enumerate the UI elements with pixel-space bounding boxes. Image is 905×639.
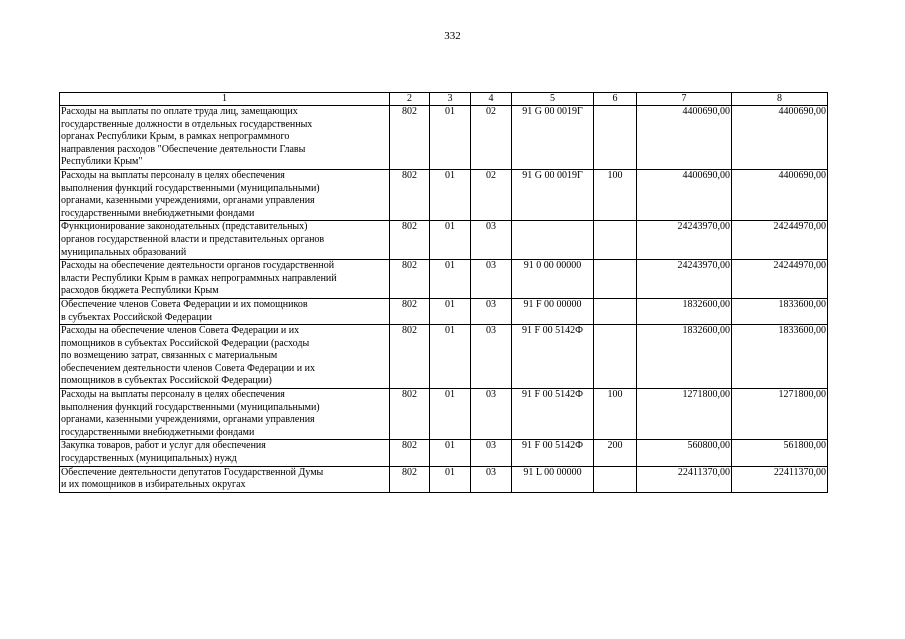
amount-col8: 1833600,00 <box>732 325 828 389</box>
target-article-code: 91 G 00 0019Г <box>512 169 594 220</box>
table-row <box>60 221 828 260</box>
amount-col8: 1833600,00 <box>732 298 828 324</box>
section-code: 01 <box>430 169 471 220</box>
amount-col7: 4400690,00 <box>637 169 732 220</box>
table-row <box>60 106 828 170</box>
target-article-code: 91 L 00 00000 <box>512 466 594 492</box>
amount-col8: 24244970,00 <box>732 221 828 260</box>
amount-col7: 1271800,00 <box>637 389 732 440</box>
amount-col8: 22411370,00 <box>732 466 828 492</box>
ministry-code: 802 <box>390 169 430 220</box>
expense-type-code <box>594 325 637 389</box>
budget-table <box>59 92 828 493</box>
column-header: 5 <box>512 93 594 106</box>
amount-col8: 561800,00 <box>732 440 828 466</box>
target-article-code: 91 F 00 5142Ф <box>512 389 594 440</box>
column-header: 7 <box>637 93 732 106</box>
target-article-code: 91 F 00 5142Ф <box>512 440 594 466</box>
subsection-code: 03 <box>471 325 512 389</box>
expense-type-code <box>594 260 637 299</box>
subsection-code: 03 <box>471 466 512 492</box>
ministry-code: 802 <box>390 106 430 170</box>
amount-col7: 1832600,00 <box>637 325 732 389</box>
column-header: 6 <box>594 93 637 106</box>
table-row <box>60 260 828 299</box>
subsection-code: 03 <box>471 260 512 299</box>
expense-type-code: 100 <box>594 389 637 440</box>
subsection-code: 03 <box>471 389 512 440</box>
column-header: 8 <box>732 93 828 106</box>
section-code: 01 <box>430 440 471 466</box>
ministry-code: 802 <box>390 389 430 440</box>
expense-name: Закупка товаров, работ и услуг для обеспечения государственных (муниципальных) нужд <box>60 440 390 466</box>
header-row <box>60 93 828 106</box>
section-code: 01 <box>430 106 471 170</box>
amount-col7: 24243970,00 <box>637 221 732 260</box>
section-code: 01 <box>430 221 471 260</box>
target-article-code: 91 F 00 00000 <box>512 298 594 324</box>
column-header: 2 <box>390 93 430 106</box>
expense-name: Расходы на обеспечение членов Совета Федерации и их помощников в субъектах Российской Федерации (расходы по возмещению затрат, связанных с материальным обеспечением деятельности членов Совета Федерации и их помощников в субъектах Российской Федерации) <box>60 325 390 389</box>
amount-col7: 1832600,00 <box>637 298 732 324</box>
table-row <box>60 440 828 466</box>
table-row <box>60 298 828 324</box>
subsection-code: 02 <box>471 106 512 170</box>
column-header: 1 <box>60 93 390 106</box>
table-row <box>60 389 828 440</box>
ministry-code: 802 <box>390 260 430 299</box>
expense-type-code <box>594 221 637 260</box>
amount-col8: 24244970,00 <box>732 260 828 299</box>
section-code: 01 <box>430 260 471 299</box>
target-article-code: 91 0 00 00000 <box>512 260 594 299</box>
amount-col8: 4400690,00 <box>732 169 828 220</box>
section-code: 01 <box>430 325 471 389</box>
subsection-code: 03 <box>471 221 512 260</box>
target-article-code: 91 F 00 5142Ф <box>512 325 594 389</box>
expense-name: Расходы на выплаты по оплате труда лиц, замещающих государственные должности в отдельных государственных органах Республики Крым, в рамках непрограммного направления расходов "Обеспечение деятельности Главы Республики Крым" <box>60 106 390 170</box>
expense-name: Расходы на выплаты персоналу в целях обеспечения выполнения функций государственными (муниципальными) органами, казенными учреждениями, органами управления государственными внебюджетными фондами <box>60 169 390 220</box>
table-row <box>60 169 828 220</box>
column-header: 4 <box>471 93 512 106</box>
section-code: 01 <box>430 298 471 324</box>
ministry-code: 802 <box>390 221 430 260</box>
expense-name: Функционирование законодательных (представительных) органов государственной власти и представительных органов муниципальных образований <box>60 221 390 260</box>
section-code: 01 <box>430 466 471 492</box>
table-row <box>60 325 828 389</box>
amount-col7: 560800,00 <box>637 440 732 466</box>
expense-name: Расходы на выплаты персоналу в целях обеспечения выполнения функций государственными (муниципальными) органами, казенными учреждениями, органами управления государственными внебюджетными фондами <box>60 389 390 440</box>
subsection-code: 02 <box>471 169 512 220</box>
page-number: 332 <box>444 30 461 42</box>
expense-type-code <box>594 298 637 324</box>
amount-col7: 24243970,00 <box>637 260 732 299</box>
expense-name: Обеспечение деятельности депутатов Государственной Думы и их помощников в избирательных округах <box>60 466 390 492</box>
expense-name: Обеспечение членов Совета Федерации и их помощников в субъектах Российской Федерации <box>60 298 390 324</box>
expense-type-code: 100 <box>594 169 637 220</box>
ministry-code: 802 <box>390 325 430 389</box>
ministry-code: 802 <box>390 440 430 466</box>
subsection-code: 03 <box>471 298 512 324</box>
amount-col8: 1271800,00 <box>732 389 828 440</box>
expense-type-code <box>594 466 637 492</box>
ministry-code: 802 <box>390 298 430 324</box>
amount-col7: 4400690,00 <box>637 106 732 170</box>
expense-name: Расходы на обеспечение деятельности органов государственной власти Республики Крым в рамках непрограммных направлений расходов бюджета Республики Крым <box>60 260 390 299</box>
ministry-code: 802 <box>390 466 430 492</box>
section-code: 01 <box>430 389 471 440</box>
subsection-code: 03 <box>471 440 512 466</box>
column-header: 3 <box>430 93 471 106</box>
amount-col7: 22411370,00 <box>637 466 732 492</box>
expense-type-code <box>594 106 637 170</box>
table-row <box>60 466 828 492</box>
target-article-code: 91 G 00 0019Г <box>512 106 594 170</box>
amount-col8: 4400690,00 <box>732 106 828 170</box>
target-article-code <box>512 221 594 260</box>
expense-type-code: 200 <box>594 440 637 466</box>
